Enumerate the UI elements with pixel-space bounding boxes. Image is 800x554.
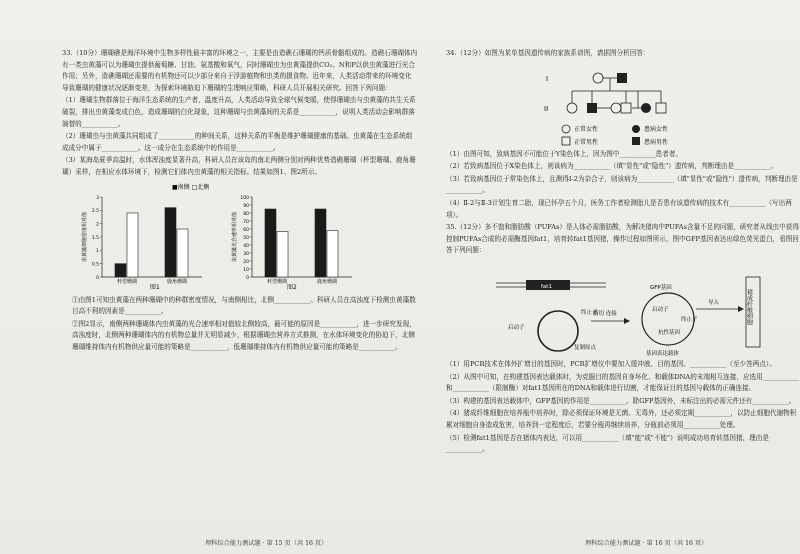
- q33-part1: （1）珊瑚生物群落位于海洋生态系统的生产者，温度升高，人类活动导致全球气候变暖，使得珊瑚虫与虫黄藻的共生关系破裂，排出虫黄藻变成白色，造成珊瑚的白化现象，这种珊瑚与虫黄藻间的关系是___________，说明人类活动会影响群落演替的___________。: [62, 96, 416, 128]
- vector-caption: 基因表达载体: [646, 350, 680, 357]
- q35-part2: （2）从图中可知，在构建基因表达载体时，为克服目的基因自身环化、和载体DNA的末端相互连接，应选用___________和___________（限制酶）对fat1基因所在的DNA和载体进行切割，才能保证目的基因与载体的正确连接。: [446, 372, 799, 393]
- q34-part3: （3）若致病基因位于常染色体上，且测得Ⅰ-2为杂合子，则该病为___________（填"显性"或"隐性"）遗传病，判断理由是___________。: [446, 174, 798, 195]
- q33-part2: （2）珊瑚虫与虫黄藻共同组成了___________的种间关系，这种关系的平衡是维护珊瑚健康的基础。虫黄藻在生态系统组成成分中属于___________。这一成分在生态系统中的作用是___________。: [62, 132, 413, 152]
- category-label: 杯型珊瑚: [266, 278, 288, 285]
- legend-normal-female: 正常女性: [574, 125, 599, 133]
- category-label: 鹿角珊瑚: [316, 278, 338, 285]
- bar-北侧-杯型珊瑚: [127, 213, 138, 277]
- q35-part5: （5）检测fat1基因是否在猪体内表达，可以用___________（填"能"或"不能"）说明成功培育转基因猪，理由是___________。: [446, 433, 769, 454]
- individual-II-1: [567, 103, 577, 113]
- q33-part3: （3）某海岛夏季高温时，水体浑浊度显著升高，科研人员在该岛的南北两侧分别对两种优势造礁珊瑚（杯型珊瑚、鹿角珊瑚）采样，在相应水体环境下，检测它们体内虫黄藻的相关指标。结果如图1、图2所示。: [62, 156, 416, 176]
- q35-part4: （4）猪成纤维细胞在培养瓶中培养时，除必须保证环境是无菌、无毒外，还必须定期___________，以防止细胞代谢物积累对细胞自身造成危害，培养到一定程度后，若要分瓶再继续培养，分瓶前必须用___________处理。: [446, 409, 797, 429]
- page-footer-16: 理科综合能力测试题 · 第 16 页（共 16 页）: [585, 540, 708, 547]
- bar-北侧-鹿角珊瑚: [327, 230, 338, 276]
- pedigree-chart: [446, 61, 800, 149]
- y-tick-label: 0: [246, 275, 249, 281]
- individual-II-6: [656, 103, 666, 113]
- generation-1-label: I: [546, 74, 549, 83]
- q33-part3b: ②图2显示，南侧两种珊瑚体内虫黄藻的光合速率相对值较北侧较高，最可能的原因是___________，进一步研究发现，高浊度时，北侧两种珊瑚体内的有机物总量并无明显减少，根据珊瑚虫营养方式推测，在水体环境变化的协迫下，北侧珊瑚维持体内有机物供应量可能的策略是___________，低珊瑚维持体内有机物供应量可能的策略是___________。: [72, 319, 416, 351]
- vector-diagram: [446, 259, 800, 357]
- y-tick-label: 40: [243, 243, 249, 249]
- y-tick-label: 0: [96, 275, 99, 281]
- individual-II-5: [641, 103, 651, 113]
- y-tick-label: 1.5: [91, 235, 99, 241]
- y-tick-label: 20: [243, 259, 249, 265]
- y-tick-label: 3: [96, 195, 99, 201]
- right-column: [446, 48, 800, 457]
- individual-II-4: [621, 103, 631, 113]
- legend-affected-male: 患病男性: [644, 138, 669, 146]
- individual-II-3: [611, 103, 621, 113]
- individual-II-2: [587, 103, 597, 113]
- bar-南侧-鹿角珊瑚: [315, 209, 326, 277]
- category-label: 杯型珊瑚: [116, 278, 138, 285]
- q33-part3a: ①由图1可知虫黄藻在两种珊瑚中的种群密度情况，与南侧相比，北侧___________。科研人员在高浊度下检测虫黄藻数目高不利的因素是___________。: [72, 295, 416, 316]
- page-footer-15: 理科综合能力测试题 · 第 15 页（共 16 页）: [205, 540, 328, 547]
- y-tick-label: 10: [243, 267, 249, 273]
- y-tick-label: 30: [243, 251, 249, 257]
- import-arrowhead: [738, 306, 744, 312]
- y-tick-label: 50: [243, 235, 249, 241]
- y-tick-label: 100: [240, 195, 249, 201]
- q34-part1: （1）由图可知，致病基因不可能位于Y染色体上，因为图中___________患者者。: [446, 149, 683, 158]
- resistance-gene-label: 抗性基因: [658, 329, 681, 336]
- category-label: 鹿角珊瑚: [166, 278, 188, 285]
- q35-part1: （1）用PCR技术在体外扩增目的基因时，PCR扩增仪中要加入缓冲液、目的基因、___________（至少答两点）。: [446, 359, 776, 368]
- ori-label: 复制原点: [574, 344, 597, 351]
- fig1-chart: [81, 194, 202, 284]
- q34-part2: （2）若致病基因位于X染色体上，则该病为___________（填"显性"或"隐性"）遗传病，判断理由是___________。: [446, 162, 777, 171]
- legend-affected-male-icon: [632, 137, 640, 145]
- y-tick-label: 70: [243, 219, 249, 225]
- chart-area: [62, 181, 418, 291]
- legend-normal-female-icon: [562, 125, 570, 133]
- fibroblast-label: 猪成纤维细胞: [745, 288, 753, 325]
- y-tick-label: 2.5: [91, 208, 99, 214]
- individual-I-2: [617, 73, 627, 83]
- q33-head: 33.（10分）珊瑚礁是海洋环境中生物多样性最丰富的环境之一，主要是由造礁石珊瑚的钙质骨骼组成的。造礁石珊瑚体内有一类虫黄藻可以为珊瑚虫提供葡萄糖、甘油、氨基酸和氧气，同时珊瑚虫为虫黄藻提供CO₂、N和P以供虫黄藻进行光合作用；另外，造礁珊瑚还需要的有机物还可以少部分来自于浮游植物和虫类的摄食物。近年来，人类活动带来的环境变化导致珊瑚的健康状况逐渐变差，为探索环境胁迫下珊瑚的生理响应策略，科研人员开展相关研究。回答下列问题：: [62, 49, 418, 92]
- left-column: [62, 48, 418, 355]
- terminator-label-2: 终止子: [681, 316, 698, 323]
- y-axis-label: 虫黄藻细胞密度相对值: [82, 211, 88, 262]
- digest-ligate-label: 酶切 连接: [593, 310, 617, 317]
- y-tick-label: 1: [96, 248, 99, 254]
- terminator-label-1: 终止子: [581, 309, 598, 316]
- y-tick-label: 60: [243, 227, 249, 233]
- individual-I-1: [593, 73, 603, 83]
- promoter-label-2: 启动子: [652, 306, 669, 313]
- bar-南侧-杯型珊瑚: [265, 209, 276, 277]
- bar-南侧-鹿角珊瑚: [165, 207, 176, 276]
- q35-head: 35.（12分）多不饱和脂肪酸（PUFAs）是人体必需脂肪酸，为解决猪肉中PUFAs含量不足的问题，研究者从线虫中获得控制PUFAs合成的必需酶基因fat1，培育转fat1基因猪，操作过程如图所示，图中GFP基因表达出绿色荧光蛋白，看图回答下列问题：: [446, 223, 800, 255]
- import-label: 导入: [708, 299, 720, 306]
- bar-南侧-杯型珊瑚: [115, 263, 126, 276]
- fig2-caption: 图2: [287, 283, 297, 291]
- plasmid-circle: [538, 311, 578, 351]
- gfp-gene-label: GFP基因: [650, 284, 672, 291]
- y-tick-label: 80: [243, 211, 249, 217]
- legend-affected-female-icon: [632, 125, 640, 133]
- q35-part3: （3）构建的基因表达载体中，GFP基因的作用是___________。除GFP基因外，未标注出的必需元件还有___________。: [446, 396, 796, 405]
- bar-北侧-鹿角珊瑚: [177, 229, 188, 277]
- y-axis-label: 虫黄藻光合速率相对值: [232, 211, 238, 262]
- bar-北侧-杯型珊瑚: [277, 231, 288, 277]
- y-tick-label: 90: [243, 203, 249, 209]
- chart-legend: ■南侧 □北侧: [172, 183, 210, 191]
- legend-normal-male: 正常男性: [574, 138, 599, 146]
- generation-2-label: II: [544, 104, 549, 113]
- promoter-label-1: 启动子: [508, 324, 525, 331]
- legend-affected-female: 患病女性: [644, 125, 669, 133]
- y-tick-label: 2: [96, 221, 99, 227]
- charts-svg: [62, 181, 418, 291]
- fig2-chart: [231, 194, 352, 284]
- fig1-caption: 图1: [150, 283, 160, 291]
- q34-part4: （4）Ⅱ-2与Ⅱ-3计划生育二胎，现已怀孕五个月，医务工作者检测胎儿是否患有该遗传病的技术有___________（写出两项）。: [446, 198, 792, 219]
- vector-diagram-svg: [446, 259, 800, 357]
- ligation-arrowhead: [624, 318, 630, 324]
- pedigree-svg: [446, 61, 800, 149]
- fat1-label: fat1: [541, 283, 552, 290]
- q34-head: 34.（12分）如图为某单基因遗传病的家族系谱图，请据图分析回答：: [446, 49, 650, 57]
- legend-normal-male-icon: [562, 137, 570, 145]
- y-tick-label: 0.5: [91, 261, 99, 267]
